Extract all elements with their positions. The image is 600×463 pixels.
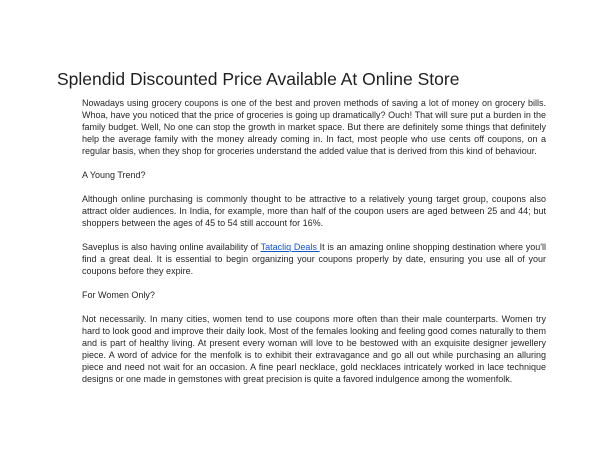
intro-paragraph: Nowadays using grocery coupons is one of the best and proven methods of saving a lot of money on grocery bills. Whoa, have you noticed that the price of groceries is going up dramatically? Ouch! That will sure put a burden in the family budget. Well, No one can stop the growth in market space. But there are definitely some things that definitely help the average family with the money already coming in. In fact, most people who use cents off coupons, on a regular basis, when they shop for groceries understand the added value that is derived from this kind of behaviour. — [82, 98, 546, 156]
section-heading-young-trend: A Young Trend? — [82, 170, 146, 180]
young-trend-paragraph: Although online purchasing is commonly thought to be attractive to a relatively young target group, coupons also attract older audiences. In India, for example, more than half of the coupon users are aged between 25 and 44; but shoppers between the ages of 45 to 54 still account for 16%. — [82, 194, 546, 228]
women-paragraph: Not necessarily. In many cities, women tend to use coupons more often than their male counterparts. Women try hard to look good and improve their daily look. Most of the females looking and feeling good comes naturally to them and is part of healthy living. At present every woman will love to be bestowed with an exquisite designer jewellery piece. A word of advice for the menfolk is to exhibit their extravagance and go all out while purchasing an alluring piece and need not wait for an occasion. A fine pearl necklace, gold necklaces intricately worked in lace technique designs or one made in gemstones with great precision is quite a favored indulgence among the womenfolk. — [82, 314, 546, 384]
page-title: Splendid Discounted Price Available At Online Store — [57, 69, 460, 89]
saveplus-text-before: Saveplus is also having online availability of — [82, 242, 261, 252]
saveplus-paragraph — [82, 241, 546, 277]
saveplus-text-after: It is an amazing online shopping destination where you'll find a great deal. It is essential to begin organizing your coupons properly by date, ensuring you use all of your coupons before they expire. — [82, 242, 546, 276]
tatacliq-deals-link[interactable]: Tatacliq Deals — [260, 242, 320, 252]
document-body — [82, 97, 546, 397]
section-heading-women: For Women Only? — [82, 290, 155, 300]
